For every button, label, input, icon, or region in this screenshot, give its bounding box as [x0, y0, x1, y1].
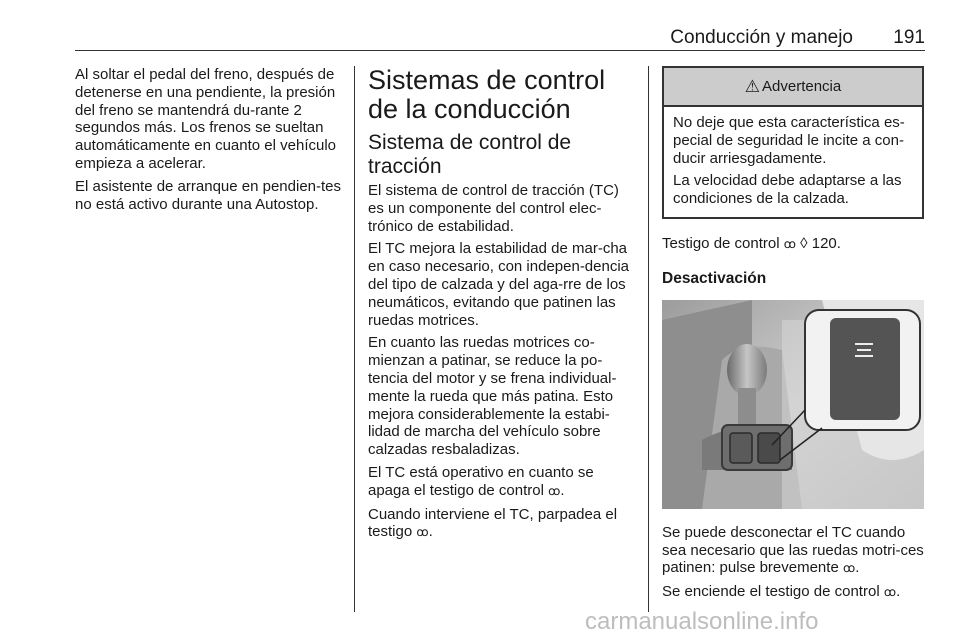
period: . [428, 523, 433, 541]
traction-control-icon: ꝏ [783, 236, 796, 251]
reference-arrow-icon: ◊ [800, 234, 808, 252]
warning-body [664, 107, 922, 217]
subsection-title: Sistema de control de tracción [368, 131, 572, 178]
paragraph: El asistente de arranque en pendien-tes no está activo durante una Autostop. [75, 177, 342, 213]
column-divider [648, 66, 649, 612]
page-header [75, 27, 925, 49]
period: . [560, 481, 565, 499]
paragraph-text: Se enciende el testigo de control [662, 583, 880, 601]
warning-paragraph: La velocidad debe adaptarse a las condiciones de la calzada. [673, 172, 902, 208]
period: . [836, 234, 841, 252]
paragraph: El TC mejora la estabilidad de mar-cha en caso necesario, con indepen-dencia del tipo de calzada y del aga-rre de los neumáticos, evitando que patinen las ruedas motrices. [368, 240, 630, 329]
column-3 [662, 66, 924, 607]
paragraph [662, 524, 924, 578]
paragraph-text: Se puede desconectar el TC cuando sea necesario que las ruedas motri-ces patinen: pulse brevemente [662, 523, 924, 577]
column-divider [354, 66, 355, 612]
paragraph [662, 583, 924, 602]
paragraph: El sistema de control de tracción (TC) es un componente del control elec-trónico de estabilidad. [368, 182, 619, 235]
chapter-title: Conducción y manejo [670, 27, 853, 48]
traction-control-icon: ꝏ [548, 483, 561, 498]
traction-control-icon[interactable]: ꝏ [842, 561, 856, 576]
warning-header [664, 68, 922, 107]
page-number: 191 [893, 27, 925, 48]
traction-control-off-icon: ꝏ [883, 585, 897, 600]
paragraph-text: El TC está operativo en cuanto se apaga el testigo de control [368, 463, 594, 499]
traction-control-icon: ꝏ [416, 525, 429, 540]
column-1 [75, 66, 343, 218]
warning-triangle-icon: ⚠ [744, 76, 761, 96]
period: . [896, 583, 901, 601]
paragraph-text: Cuando interviene el TC, parpadea el testigo [368, 505, 618, 541]
header-rule [75, 50, 925, 51]
period: . [855, 559, 860, 577]
deactivation-title: Desactivación [662, 269, 767, 287]
watermark: carmanualsonline.info [585, 608, 819, 635]
warning-box [662, 66, 924, 219]
page-reference[interactable]: 120 [811, 234, 837, 252]
tc-button-illustration [662, 300, 924, 509]
paragraph [368, 464, 636, 501]
warning-paragraph: No deje que esta característica es-pecial de seguridad le incite a con-ducir arriesgadamente. [673, 114, 905, 167]
paragraph-text: Testigo de control [662, 234, 780, 252]
column-2 [368, 66, 636, 547]
paragraph [368, 506, 636, 543]
paragraph: Al soltar el pedal del freno, después de detenerse en una pendiente, la presión del freno se mantendrá du-rante 2 segundos más. Los frenos se sueltan automáticamente en cuanto el vehículo empieza a acelerar. [75, 66, 336, 172]
warning-title: Advertencia [762, 78, 842, 95]
paragraph [662, 235, 924, 254]
section-title: Sistemas de control de la conducción [368, 65, 606, 124]
paragraph: En cuanto las ruedas motrices co-mienzan a patinar, se reduce la po-tencia del motor y se frena individual-mente la rueda que más patina. Esto mejora considerablemente la estabi-lidad de marcha del vehículo sobre calzadas resbaladizas. [368, 334, 617, 459]
